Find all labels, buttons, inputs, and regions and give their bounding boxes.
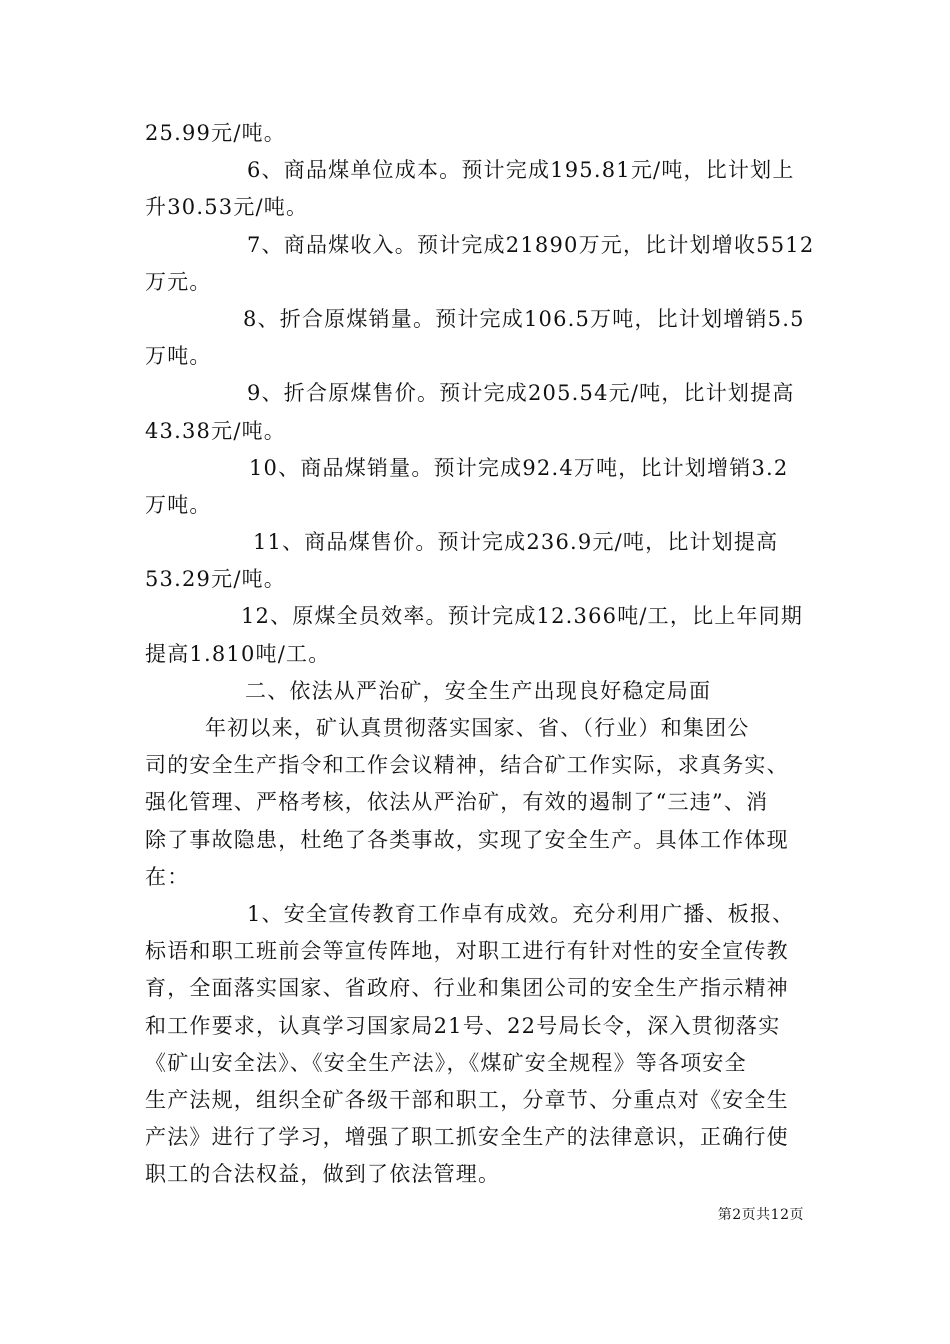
text-line: 25.99元/吨。 [145, 121, 286, 145]
text-line: 12、原煤全员效率。预计完成12.366吨/工，比上年同期 [241, 604, 804, 629]
text-line: 在： [145, 864, 190, 889]
text-line: 6、商品煤单位成本。预计完成195.81元/吨，比计划上 [247, 158, 795, 183]
section-heading: 二、依法从严治矿，安全生产出现良好稳定局面 [245, 678, 712, 703]
text-line: 产法》进行了学习，增强了职工抓安全生产的法律意识，正确行使 [145, 1125, 789, 1150]
text-line: 除了事故隐患，杜绝了各类事故，实现了安全生产。具体工作体现 [145, 827, 789, 852]
text-line: 7、商品煤收入。预计完成21890万元，比计划增收5512 [247, 232, 815, 257]
text-line: 强化管理、严格考核，依法从严治矿，有效的遏制了“三违”、消 [145, 790, 769, 815]
text-line: 职工的合法权益，做到了依法管理。 [145, 1162, 501, 1187]
text-line: 8、折合原煤销量。预计完成106.5万吨，比计划增销5.5 [243, 306, 805, 331]
text-line: 司的安全生产指令和工作会议精神，结合矿工作实际，求真务实、 [145, 753, 789, 778]
text-line: 万吨。 [145, 344, 212, 369]
text-line: 提高1.810吨/工。 [145, 641, 331, 666]
page-number-footer: 第2页共12页 [717, 1207, 804, 1223]
text-line: 11、商品煤售价。预计完成236.9元/吨，比计划提高 [253, 530, 779, 555]
text-line: 万元。 [145, 269, 212, 294]
text-line: 9、折合原煤售价。预计完成205.54元/吨，比计划提高 [247, 381, 795, 406]
text-line: 1、安全宣传教育工作卓有成效。充分利用广播、板报、 [247, 901, 795, 926]
text-line: 53.29元/吨。 [145, 567, 286, 592]
text-line: 10、商品煤销量。预计完成92.4万吨，比计划增销3.2 [249, 455, 789, 480]
text-line: 升30.53元/吨。 [145, 195, 309, 220]
text-line: 育，全面落实国家、省政府、行业和集团公司的安全生产指示精神 [145, 976, 789, 1001]
text-line: 《矿山安全法》、《安全生产法》，《煤矿安全规程》等各项安全 [145, 1050, 747, 1075]
text-line: 43.38元/吨。 [145, 418, 286, 443]
text-line: 万吨。 [145, 492, 212, 517]
text-line: 生产法规，组织全矿各级干部和职工，分章节、分重点对《安全生 [145, 1087, 789, 1112]
text-line: 标语和职工班前会等宣传阵地，对职工进行有针对性的安全宣传教 [145, 939, 789, 964]
text-line: 和工作要求，认真学习国家局21号、22号局长令，深入贯彻落实 [145, 1013, 781, 1038]
document-body [145, 115, 815, 1193]
text-line: 年初以来，矿认真贯彻落实国家、省、（行业）和集团公 [205, 716, 750, 740]
